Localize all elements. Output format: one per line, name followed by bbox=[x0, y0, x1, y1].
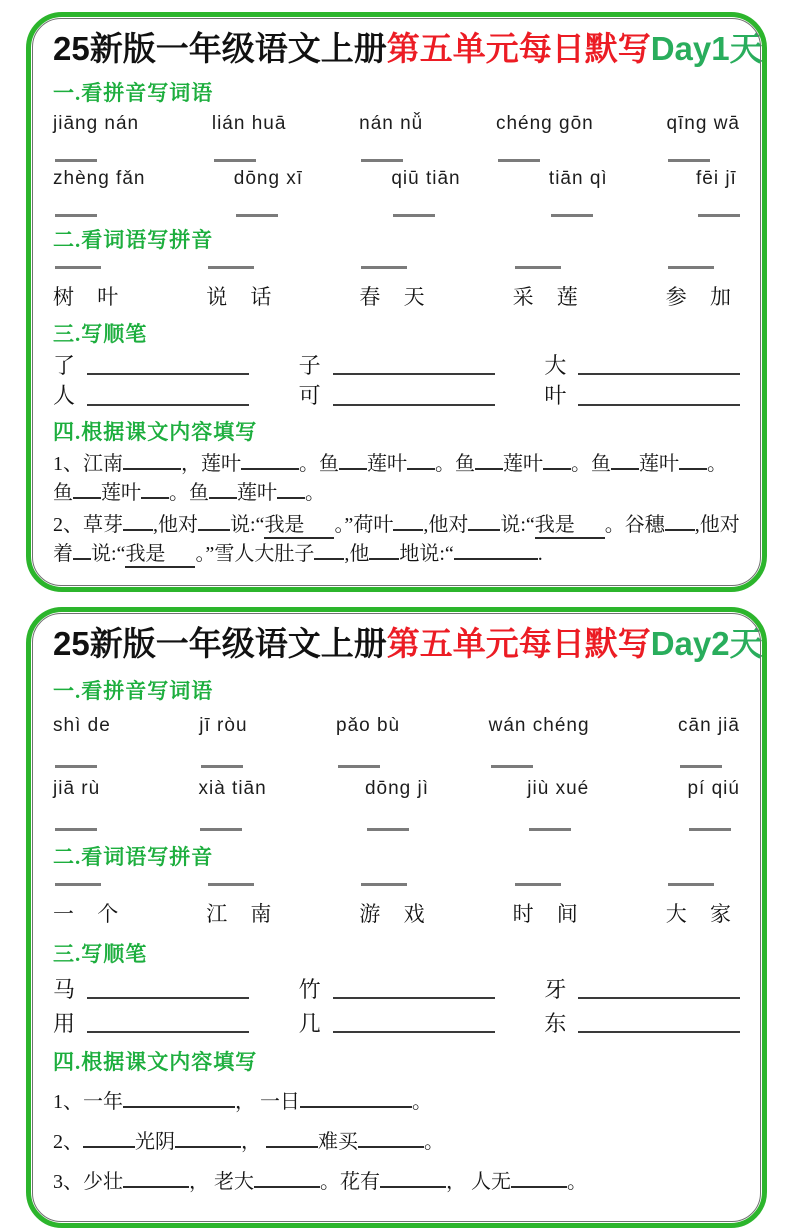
title-book: 25新版一年级语文上册 bbox=[53, 30, 387, 67]
stroke-char: 大 bbox=[544, 353, 567, 378]
stroke-answer-line bbox=[333, 1031, 495, 1033]
fill-text: 。 bbox=[412, 1091, 432, 1114]
answer-blank-line bbox=[689, 828, 731, 831]
stroke-item bbox=[53, 1011, 251, 1036]
fill-text: ， 老大 bbox=[189, 1171, 254, 1194]
fill-blank bbox=[468, 510, 500, 531]
pinyin-text: pǎo bù bbox=[336, 714, 401, 736]
word-text: 一 个 bbox=[53, 901, 128, 926]
pinyin-item bbox=[391, 168, 460, 217]
word-row bbox=[53, 260, 740, 311]
word-item bbox=[359, 877, 433, 928]
stroke-item bbox=[299, 977, 497, 1002]
stroke-char: 几 bbox=[298, 1010, 321, 1036]
underlined-text: 我是 bbox=[125, 542, 166, 565]
word-item bbox=[206, 877, 280, 928]
fill-blank bbox=[73, 539, 91, 560]
fill-blank bbox=[314, 539, 344, 560]
fill-text: 。鱼 bbox=[53, 452, 727, 504]
stroke-item bbox=[53, 977, 251, 1002]
title-unit: 第五单元每日默写 bbox=[386, 624, 651, 662]
pinyin-item bbox=[687, 778, 739, 831]
section-heading-word_to_pinyin: 二.看词语写拼音 bbox=[53, 844, 214, 869]
pinyin-item bbox=[53, 778, 100, 831]
fill-text: 难买 bbox=[318, 1131, 358, 1154]
section-heading-stroke_order: 三.写顺笔 bbox=[53, 322, 148, 346]
answer-blank-line bbox=[55, 765, 97, 768]
pinyin-blank-line bbox=[208, 883, 254, 886]
fill-text: 莲叶 bbox=[237, 481, 277, 504]
fill-text: 。花有 bbox=[320, 1171, 380, 1194]
word-item bbox=[53, 260, 127, 311]
fill-blank bbox=[665, 510, 695, 531]
pinyin-text: nán nǚ bbox=[359, 113, 424, 134]
stroke-char: 子 bbox=[298, 353, 321, 378]
word-item bbox=[53, 877, 127, 928]
stroke-row bbox=[53, 353, 742, 378]
fill-text: 。谷穗 bbox=[604, 513, 665, 536]
stroke-char: 竹 bbox=[298, 976, 321, 1002]
word-text: 采 莲 bbox=[512, 285, 587, 309]
answer-blank-line bbox=[55, 159, 97, 162]
pinyin-text: jiù xué bbox=[527, 777, 590, 799]
pinyin-item bbox=[678, 715, 740, 768]
fill-blank bbox=[300, 1087, 412, 1108]
stroke-answer-line bbox=[333, 997, 495, 999]
pinyin-text: zhèng fǎn bbox=[53, 168, 146, 189]
pinyin-blank-line bbox=[668, 883, 714, 886]
worksheet-card-day1 bbox=[26, 12, 767, 592]
fill-text: 1、江南 bbox=[53, 452, 123, 475]
pinyin-text: dōng xī bbox=[233, 168, 304, 189]
fill-text: 。”雪人大肚子 bbox=[195, 542, 315, 565]
word-item bbox=[513, 877, 587, 928]
pinyin-item bbox=[489, 715, 590, 768]
stroke-row bbox=[53, 977, 742, 1002]
fill-blank bbox=[511, 1167, 567, 1188]
pinyin-item bbox=[53, 168, 145, 217]
pinyin-text: jiāng nán bbox=[53, 113, 140, 134]
word-text: 春 天 bbox=[359, 285, 434, 309]
answer-blank-line bbox=[668, 159, 710, 162]
stroke-answer-line bbox=[578, 997, 740, 999]
pinyin-text: qiū tiān bbox=[391, 168, 461, 189]
stroke-char: 可 bbox=[298, 383, 321, 409]
pinyin-item bbox=[53, 113, 139, 162]
word-text: 时 间 bbox=[512, 901, 587, 926]
fill-text: 。 bbox=[424, 1131, 444, 1154]
pinyin-blank-line bbox=[515, 883, 561, 886]
pinyin-item bbox=[666, 113, 740, 162]
fill-blank bbox=[198, 510, 230, 531]
pinyin-item bbox=[336, 715, 400, 768]
pinyin-text: tiān qì bbox=[548, 168, 608, 189]
section-heading-fill_in: 四.根据课文内容填写 bbox=[53, 419, 258, 444]
word-text: 说 话 bbox=[206, 285, 281, 309]
stroke-char: 马 bbox=[53, 976, 76, 1002]
pinyin-text: cān jiā bbox=[678, 714, 740, 736]
answer-blank-line bbox=[55, 214, 97, 217]
fill-text: 光阴 bbox=[135, 1131, 175, 1154]
pinyin-blank-line bbox=[515, 266, 561, 269]
stroke-answer-line bbox=[87, 373, 249, 375]
fill-text: 。鱼 bbox=[571, 452, 611, 475]
title-unit: 第五单元每日默写 bbox=[386, 30, 651, 67]
pinyin-text: shì de bbox=[53, 714, 111, 736]
section-heading-fill_in: 四.根据课文内容填写 bbox=[53, 1050, 258, 1075]
answer-blank-line bbox=[698, 214, 740, 217]
section-heading-stroke_order: 三.写顺笔 bbox=[53, 941, 148, 966]
word-text: 参 加 bbox=[665, 285, 740, 309]
word-item bbox=[206, 260, 280, 311]
answer-blank-line bbox=[393, 214, 435, 217]
pinyin-item bbox=[496, 113, 594, 162]
answer-blank-line bbox=[55, 828, 97, 831]
fill-blank bbox=[141, 478, 169, 499]
pinyin-item bbox=[696, 168, 740, 217]
stroke-answer-line bbox=[87, 1031, 249, 1033]
word-text: 树 叶 bbox=[53, 285, 128, 309]
fill-blank bbox=[407, 449, 435, 470]
pinyin-text: jī ròu bbox=[199, 714, 248, 736]
pinyin-item bbox=[365, 778, 429, 831]
stroke-item bbox=[53, 353, 251, 378]
word-text: 游 戏 bbox=[359, 901, 434, 926]
section-heading-pinyin_to_word: 一.看拼音写词语 bbox=[53, 678, 214, 703]
fill-text: ,他 bbox=[344, 542, 370, 565]
fill-blank bbox=[175, 1127, 241, 1148]
pinyin-text: dōng jì bbox=[364, 777, 429, 799]
stroke-item bbox=[53, 383, 251, 408]
pinyin-blank-line bbox=[55, 883, 101, 886]
answer-blank-line bbox=[200, 828, 242, 831]
pinyin-text: jiā rù bbox=[53, 777, 101, 799]
underlined-answer bbox=[264, 514, 334, 539]
stroke-answer-line bbox=[578, 404, 740, 406]
fill-text: 说:“ bbox=[91, 542, 126, 565]
fill-text: 。”荷叶 bbox=[334, 513, 394, 536]
fill-blank bbox=[73, 478, 101, 499]
stroke-item bbox=[544, 353, 742, 378]
fill-blank bbox=[241, 449, 299, 470]
stroke-item bbox=[544, 977, 742, 1002]
stroke-answer-line bbox=[578, 373, 740, 375]
fill-text: 说:“ bbox=[500, 513, 535, 536]
word-item bbox=[513, 260, 587, 311]
pinyin-item bbox=[234, 168, 303, 217]
word-item bbox=[666, 877, 740, 928]
stroke-item bbox=[299, 1011, 497, 1036]
stroke-answer-line bbox=[333, 404, 495, 406]
fill-text: 。鱼 bbox=[299, 452, 339, 475]
stroke-row bbox=[53, 1011, 742, 1036]
title-day: Day2天 bbox=[650, 624, 763, 662]
stroke-answer-line bbox=[87, 404, 249, 406]
pinyin-text: pí qiú bbox=[687, 777, 740, 799]
section-heading-word_to_pinyin: 二.看词语写拼音 bbox=[53, 228, 214, 252]
fill-text: 莲叶 bbox=[503, 452, 543, 475]
stroke-answer-line bbox=[87, 997, 249, 999]
stroke-item bbox=[544, 1011, 742, 1036]
fill-text: 莲叶 bbox=[367, 452, 407, 475]
stroke-char: 了 bbox=[53, 353, 76, 378]
fill-blank bbox=[123, 449, 181, 470]
fill-text: 3、少壮 bbox=[53, 1171, 123, 1194]
pinyin-text: fēi jī bbox=[695, 168, 737, 189]
underlined-answer bbox=[535, 514, 605, 539]
worksheet-card-day2 bbox=[26, 607, 767, 1228]
answer-blank-line bbox=[361, 159, 403, 162]
stroke-answer-line bbox=[333, 373, 495, 375]
word-text: 江 南 bbox=[206, 901, 281, 926]
fill-text: ， 人无 bbox=[446, 1171, 511, 1194]
fill-blank bbox=[266, 1127, 318, 1148]
pinyin-text: wán chéng bbox=[488, 714, 590, 736]
fill-blank bbox=[393, 510, 423, 531]
word-item bbox=[666, 260, 740, 311]
fill-text: 说:“ bbox=[230, 513, 265, 536]
fill-blank bbox=[369, 539, 399, 560]
fill-in-line bbox=[53, 1167, 742, 1196]
pinyin-blank-line bbox=[361, 266, 407, 269]
fill-text: 。鱼 bbox=[435, 452, 475, 475]
fill-blank bbox=[339, 449, 367, 470]
fill-text: ,他对着 bbox=[53, 513, 740, 565]
pinyin-blank-line bbox=[55, 266, 101, 269]
fill-text: 。 bbox=[305, 481, 325, 504]
fill-text: 。鱼 bbox=[169, 481, 209, 504]
fill-text: ，莲叶 bbox=[181, 452, 241, 475]
pinyin-item bbox=[549, 168, 608, 217]
pinyin-text: lián huā bbox=[211, 113, 287, 134]
pinyin-blank-line bbox=[361, 883, 407, 886]
pinyin-row bbox=[53, 778, 740, 831]
answer-blank-line bbox=[201, 765, 243, 768]
fill-in-line bbox=[53, 1127, 742, 1156]
fill-text: 莲叶 bbox=[101, 481, 141, 504]
pinyin-item bbox=[212, 113, 287, 162]
fill-blank bbox=[83, 1127, 135, 1148]
pinyin-blank-line bbox=[208, 266, 254, 269]
title-day: Day1天 bbox=[650, 30, 763, 67]
stroke-char: 叶 bbox=[544, 383, 567, 409]
underlined-text: 我是 bbox=[264, 513, 305, 536]
pinyin-text: xià tiān bbox=[198, 777, 267, 799]
fill-blank bbox=[358, 1127, 424, 1148]
worksheet-title bbox=[53, 618, 763, 665]
answer-blank-line bbox=[214, 159, 256, 162]
word-row bbox=[53, 877, 740, 928]
fill-text: ， bbox=[241, 1131, 266, 1154]
pinyin-text: qīng wā bbox=[666, 113, 740, 134]
underlined-text: 我是 bbox=[534, 513, 575, 536]
pinyin-item bbox=[527, 778, 589, 831]
fill-blank bbox=[209, 478, 237, 499]
stroke-answer-line bbox=[578, 1031, 740, 1033]
pinyin-item bbox=[199, 715, 247, 768]
fill-in-line bbox=[53, 1087, 742, 1116]
fill-blank bbox=[123, 1167, 189, 1188]
fill-in-line bbox=[53, 449, 742, 507]
stroke-row bbox=[53, 383, 742, 408]
fill-text: 地说:“ bbox=[399, 542, 454, 565]
fill-text: . bbox=[537, 542, 543, 565]
pinyin-item bbox=[53, 715, 111, 768]
fill-text: 。 bbox=[567, 1171, 587, 1194]
answer-blank-line bbox=[680, 765, 722, 768]
pinyin-item bbox=[198, 778, 266, 831]
answer-blank-line bbox=[367, 828, 409, 831]
stroke-char: 东 bbox=[544, 1010, 567, 1036]
fill-text: ,他对 bbox=[423, 513, 469, 536]
fill-blank bbox=[679, 449, 707, 470]
stroke-char: 用 bbox=[53, 1010, 76, 1036]
pinyin-row bbox=[53, 113, 740, 162]
fill-text: ,他对 bbox=[153, 513, 198, 536]
stroke-item bbox=[299, 353, 497, 378]
stroke-char: 人 bbox=[53, 383, 76, 409]
fill-text: 莲叶 bbox=[639, 452, 679, 475]
fill-text: 2、 bbox=[53, 1131, 83, 1154]
answer-blank-line bbox=[491, 765, 533, 768]
answer-blank-line bbox=[338, 765, 380, 768]
fill-text: ， 一日 bbox=[235, 1091, 300, 1114]
pinyin-text: chéng gōn bbox=[495, 113, 594, 134]
answer-blank-line bbox=[498, 159, 540, 162]
fill-blank bbox=[454, 539, 538, 560]
fill-in-line bbox=[53, 510, 742, 568]
section-heading-pinyin_to_word: 一.看拼音写词语 bbox=[53, 81, 214, 105]
stroke-item bbox=[544, 383, 742, 408]
stroke-item bbox=[299, 383, 497, 408]
fill-blank bbox=[123, 1087, 235, 1108]
stroke-char: 牙 bbox=[544, 976, 567, 1002]
underlined-answer bbox=[125, 543, 195, 568]
fill-text: 1、一年 bbox=[53, 1091, 123, 1114]
fill-blank bbox=[475, 449, 503, 470]
title-book: 25新版一年级语文上册 bbox=[53, 624, 387, 662]
fill-blank bbox=[380, 1167, 446, 1188]
fill-blank bbox=[123, 510, 153, 531]
fill-blank bbox=[254, 1167, 320, 1188]
fill-blank bbox=[277, 478, 305, 499]
answer-blank-line bbox=[236, 214, 278, 217]
answer-blank-line bbox=[529, 828, 571, 831]
fill-blank bbox=[543, 449, 571, 470]
fill-blank bbox=[611, 449, 639, 470]
word-item bbox=[359, 260, 433, 311]
pinyin-item bbox=[359, 113, 423, 162]
pinyin-row bbox=[53, 715, 740, 768]
pinyin-row bbox=[53, 168, 740, 217]
word-text: 大 家 bbox=[665, 901, 740, 926]
fill-text: 2、草芽 bbox=[53, 513, 123, 536]
answer-blank-line bbox=[551, 214, 593, 217]
pinyin-blank-line bbox=[668, 266, 714, 269]
worksheet-title bbox=[53, 23, 763, 70]
